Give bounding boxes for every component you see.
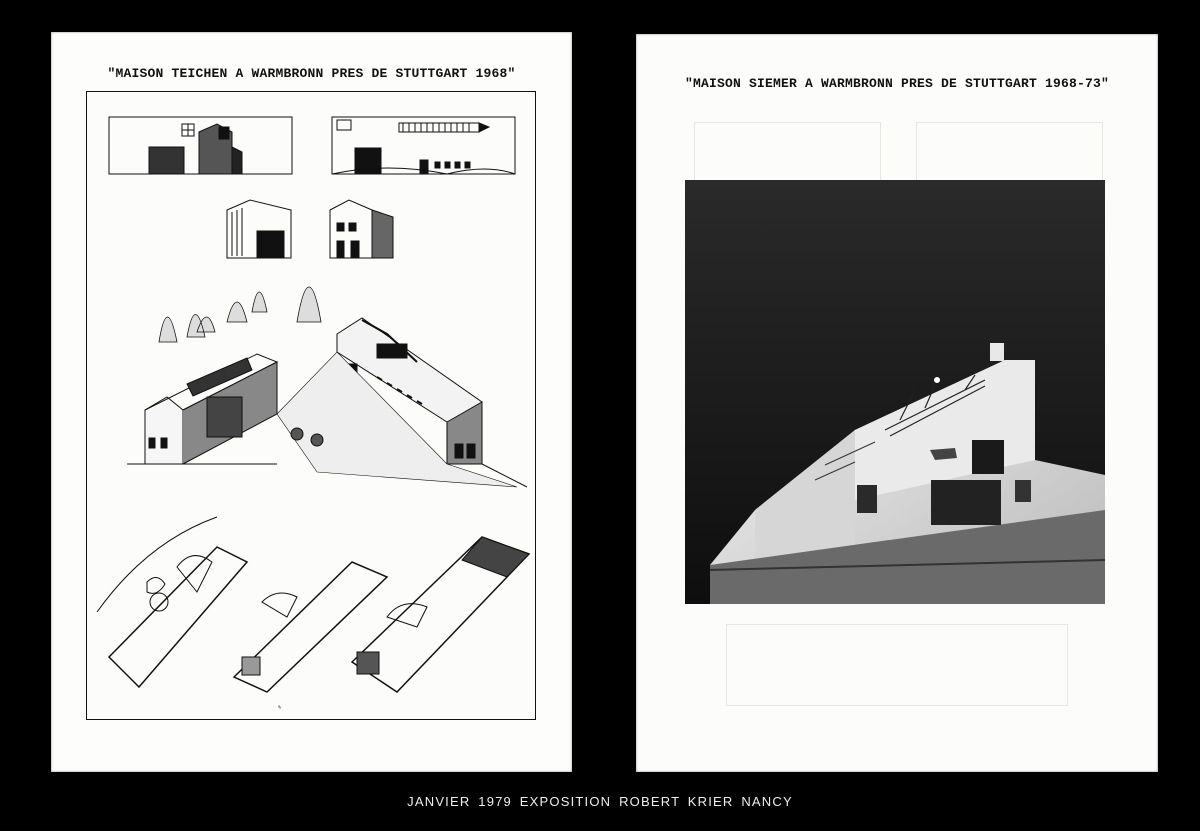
small-elevation-2 <box>330 200 393 258</box>
elevation-drawing-2 <box>332 117 515 174</box>
faded-show-through-2 <box>916 122 1103 182</box>
elevation-drawing-1 <box>109 117 292 174</box>
small-elevation-1 <box>227 200 291 258</box>
signature-mark: ✎ <box>277 706 282 711</box>
teichen-architectural-drawing <box>87 92 535 719</box>
faded-show-through-1 <box>694 122 881 182</box>
left-sheet <box>51 32 572 772</box>
siemer-model-photo <box>685 180 1105 604</box>
perspective-sketch <box>127 287 527 487</box>
faded-show-through-3 <box>726 624 1068 706</box>
right-sheet-title: "MAISON SIEMER A WARMBRONN PRES DE STUTTGART 1968-73" <box>684 76 1110 91</box>
teichen-drawing-frame <box>86 91 536 720</box>
right-sheet <box>636 34 1158 772</box>
model-photograph <box>685 180 1105 604</box>
floor-plans <box>97 517 529 692</box>
caption: JANVIER 1979 EXPOSITION ROBERT KRIER NANCY <box>407 794 793 809</box>
left-sheet-title: "MAISON TEICHEN A WARMBRONN PRES DE STUTTGART 1968" <box>107 66 516 81</box>
